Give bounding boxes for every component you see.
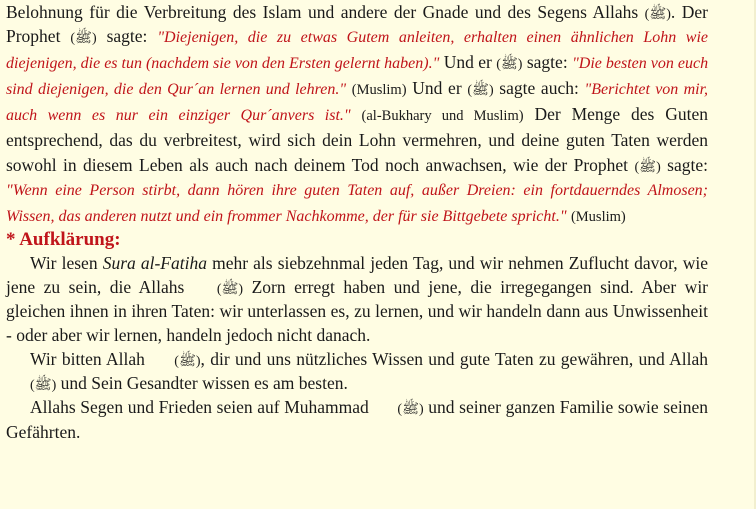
seal-icon: (ﷺ) xyxy=(70,31,97,47)
text: sagte: xyxy=(526,52,568,73)
text: und Sein Gesandter wissen es am besten. xyxy=(60,373,348,394)
hadith-quote: "Diejenigen, die zu etwas Gutem anleiten, erhalten einen ähnlichen Lohn wie diejenigen, die es tun (nachdem sie von den Ersten gelernt haben)." xyxy=(6,29,708,73)
text: und seiner ganzen Familie sowie seinen Gefährten. xyxy=(6,397,708,442)
seal-icon: (ﷺ) xyxy=(496,57,523,73)
paragraph-dua xyxy=(6,347,708,395)
source-reference: (Muslim) xyxy=(570,208,626,225)
text: sagte auch: xyxy=(499,78,579,99)
text: sagte: xyxy=(667,154,708,175)
seal-icon: (ﷺ) xyxy=(634,159,661,175)
document-page xyxy=(6,0,708,444)
emphasis: Sura al-Fatiha xyxy=(102,252,207,273)
text: Der Menge des Guten entsprechend, das du verbreitest, wird sich dein Lohn vermehren, und deine guten Taten werden sowohl in diesem Leben als auch nach deinem Tod noch anwachsen, wie der Prophet xyxy=(6,104,709,175)
seal-icon: (ﷺ) xyxy=(467,83,494,99)
text: Zorn erregt haben und jene, die irregegangen sind. Aber wir gleichen ihnen in ihren Taten: wir unterlassen es, zu lernen, und wir handeln dann aus Unwissenheit - oder aber wir lernen, handeln jedoch nicht danach. xyxy=(6,276,709,346)
hadith-quote: "Die besten von euch sind diejenigen, die den Qur´an lernen und lehren." xyxy=(6,55,709,99)
section-heading: * Aufklärung: xyxy=(6,228,121,250)
text: Wir lesen xyxy=(30,252,98,273)
seal-icon: (ﷺ) xyxy=(397,402,424,418)
seal-icon: (ﷺ) xyxy=(644,7,671,22)
seal-icon: (ﷺ) xyxy=(216,281,244,297)
text: Und er xyxy=(412,78,462,99)
paragraph-fatiha xyxy=(6,251,708,347)
paragraph-salutation xyxy=(6,395,708,443)
source-reference: (al-Bukhary und Muslim) xyxy=(361,108,524,125)
seal-icon: (ﷺ) xyxy=(30,378,57,394)
text: Allahs Segen und Frieden seien auf Muhammad xyxy=(30,397,369,418)
text: . Der Prophet xyxy=(6,2,708,47)
paragraph-hadith-intro xyxy=(6,0,708,229)
text: Und er xyxy=(443,52,492,73)
text: Belohnung für die Verbreitung des Islam und andere der Gnade und des Segens Allahs xyxy=(6,2,639,22)
text: mehr als siebzehnmal jeden Tag, und wir nehmen Zuflucht davor, wie jene zu sein, die Allahs xyxy=(6,252,708,297)
text: sagte: xyxy=(106,26,148,47)
hadith-quote: "Berichtet von mir, auch wenn es nur ein einziger Qur´anvers ist." xyxy=(6,81,709,125)
text: Wir bitten Allah xyxy=(30,349,145,370)
source-reference: (Muslim) xyxy=(351,82,407,99)
text: , dir und uns nützliches Wissen und gute Taten zu gewähren, und Allah xyxy=(200,349,709,370)
seal-icon: (ﷺ) xyxy=(174,354,201,370)
hadith-quote: "Wenn eine Person stirbt, dann hören ihre guten Taten auf, außer Dreien: ein fortdauerndes Almosen; Wissen, das anderen nutzt und ein frommer Nachkomme, der für sie Bittgebete spricht." xyxy=(6,181,708,225)
